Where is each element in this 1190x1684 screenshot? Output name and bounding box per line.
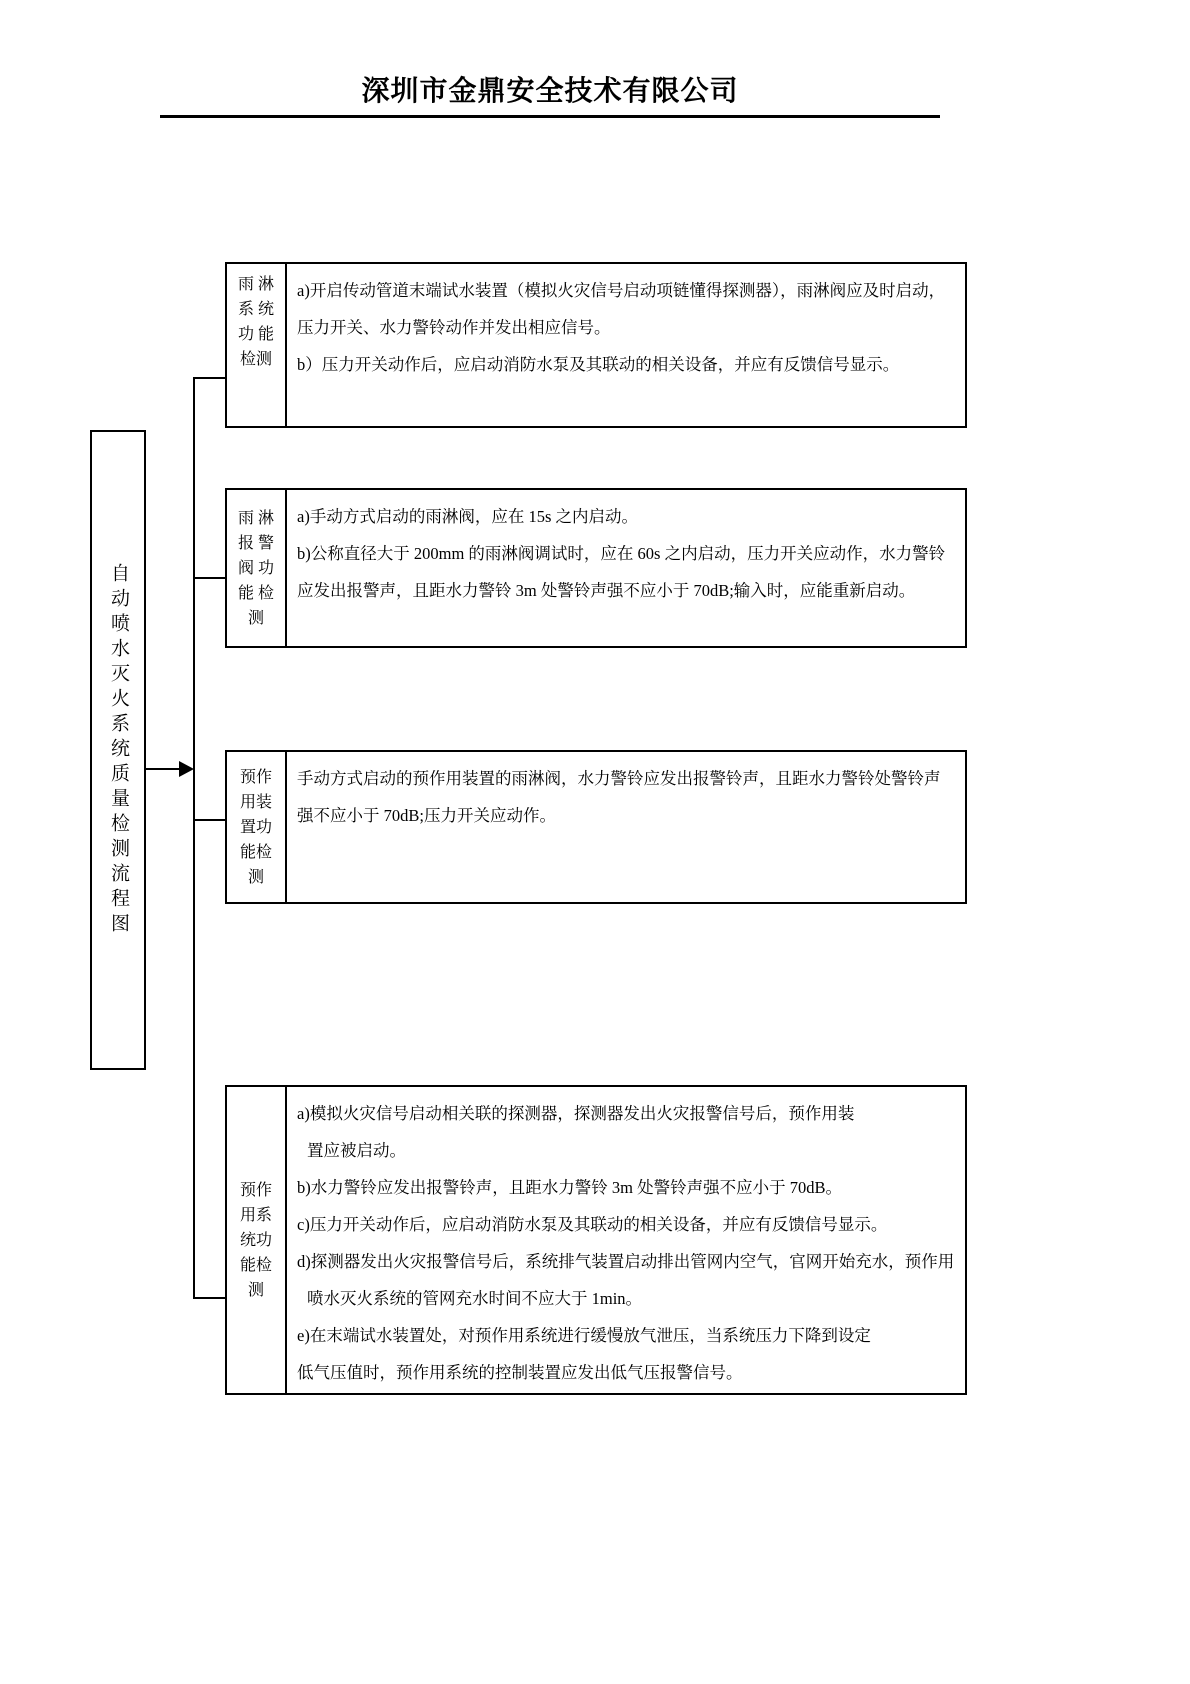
label-line: 能 检 [237, 584, 274, 602]
label-line: 预作 [239, 768, 272, 786]
label-line: 检测 [239, 351, 272, 368]
content-line: a)手动方式启动的雨淋阀，应在 15s 之内启动。 [297, 507, 638, 526]
flow-arrow-shaft [146, 768, 180, 770]
content-line: 手动方式启动的预作用装置的雨淋阀，水力警铃应发出报警铃声，且距水力警铃处警铃声 [297, 769, 941, 788]
deluge-alarm-valve-test-content [287, 490, 965, 646]
label-line: 雨 淋 [237, 276, 274, 293]
preaction-device-test-label [227, 752, 287, 902]
deluge-alarm-valve-test-label [227, 490, 287, 646]
label-line: 能检 [239, 1256, 272, 1274]
label-line: 阀 功 [237, 559, 274, 577]
content-line: 低气压值时，预作用系统的控制装置应发出低气压报警信号。 [297, 1363, 743, 1382]
content-line: b)公称直径大于 200mm 的雨淋阀调试时，应在 60s 之内启动，压力开关应动作，水力警铃 [297, 544, 946, 563]
content-line: b)水力警铃应发出报警铃声，且距水力警铃 3m 处警铃声强不应小于 70dB。 [297, 1178, 842, 1197]
label-line: 雨 淋 [237, 509, 274, 527]
label-line: 用系 [239, 1206, 272, 1224]
preaction-device-test-content [287, 752, 965, 902]
company-header [160, 76, 940, 118]
company-name: 深圳市金鼎安全技术有限公司 [361, 76, 739, 107]
preaction-system-test-box [225, 1085, 967, 1395]
content-line: a)开启传动管道末端试水装置（模拟火灾信号启动项链懂得探测器），雨淋阀应及时启动， [297, 281, 946, 300]
content-line: 应发出报警声，且距水力警铃 3m 处警铃声强不应小于 70dB;输入时，应能重新启动。 [297, 581, 916, 600]
label-line: 测 [247, 1281, 264, 1299]
label-line: 预作 [239, 1181, 272, 1199]
label-line: 功 能 [237, 326, 274, 343]
content-line: a)模拟火灾信号启动相关联的探测器，探测器发出火灾报警信号后，预作用装 [297, 1104, 855, 1123]
flow-root-box [90, 430, 146, 1070]
content-line: e)在末端试水装置处，对预作用系统进行缓慢放气泄压，当系统压力下降到设定 [297, 1326, 871, 1345]
label-line: 用装 [239, 793, 272, 811]
rain-system-test-label [227, 264, 287, 426]
connector-stub-3 [193, 819, 227, 821]
content-line: 强不应小于 70dB;压力开关应动作。 [297, 806, 556, 825]
connector-trunk [193, 377, 195, 1299]
content-line: c)压力开关动作后，应启动消防水泵及其联动的相关设备，并应有反馈信号显示。 [297, 1215, 888, 1234]
label-line: 测 [247, 868, 264, 886]
connector-stub-1 [193, 377, 227, 379]
content-line: 压力开关、水力警铃动作并发出相应信号。 [297, 318, 611, 337]
label-line: 报 警 [237, 534, 274, 552]
preaction-system-test-content [287, 1087, 965, 1393]
arrow-right-icon [179, 761, 194, 777]
content-line: 喷水灭火系统的管网充水时间不应大于 1min。 [307, 1289, 643, 1308]
label-line: 能检 [239, 843, 272, 861]
label-line: 统功 [239, 1231, 272, 1249]
preaction-system-test-label [227, 1087, 287, 1393]
connector-stub-2 [193, 577, 227, 579]
deluge-alarm-valve-test-box [225, 488, 967, 648]
content-line: 置应被启动。 [307, 1141, 406, 1160]
preaction-device-test-box [225, 750, 967, 904]
flow-root-label: 自动喷水灭火系统质量检测流程图 [108, 562, 129, 938]
connector-stub-4 [193, 1297, 227, 1299]
label-line: 系 统 [237, 301, 274, 318]
content-line: d)探测器发出火灾报警信号后，系统排气装置启动排出管网内空气，官网开始充水，预作用 [297, 1252, 955, 1271]
label-line: 测 [247, 609, 264, 627]
content-line: b）压力开关动作后，应启动消防水泵及其联动的相关设备，并应有反馈信号显示。 [297, 355, 900, 374]
rain-system-test-box [225, 262, 967, 428]
label-line: 置功 [239, 818, 272, 836]
rain-system-test-content [287, 264, 965, 426]
